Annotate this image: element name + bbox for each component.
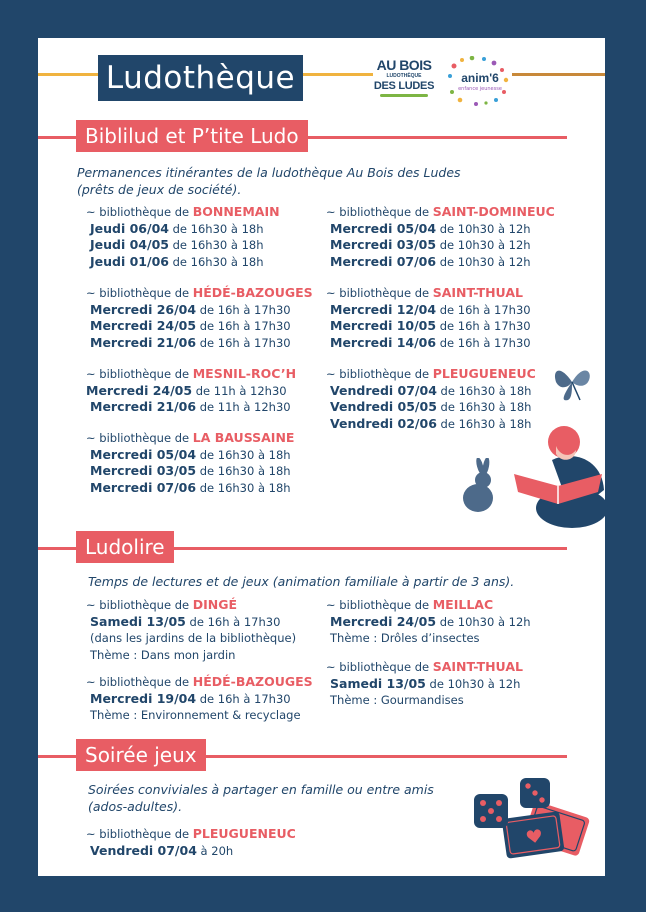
au-bois-des-ludes-logo: AU BOIS LUDOTHÈQUE DES LUDES xyxy=(372,58,436,110)
title-rule-mid xyxy=(303,73,373,76)
library-entry-hede-bazouges-ludolire: ~ bibliothèque de HÉDÉ-BAZOUGES Mercredi 19/04 de 16h à 17h30 Thème : Environnement & recyclage xyxy=(86,674,313,722)
dice-and-cards-illustration xyxy=(470,774,596,864)
rabbit-illustration xyxy=(458,458,498,514)
library-entry-mesnil-roch: ~ bibliothèque de MESNIL-ROC’H Mercredi 24/05 de 11h à 12h30 Mercredi 21/06 de 11h à 12h30 xyxy=(86,366,297,414)
section-intro-soiree-jeux: Soirées conviviales à partager en famille ou entre amis (ados-adultes). xyxy=(88,782,434,814)
library-entry-pleugueneuc: ~ bibliothèque de PLEUGUENEUC Vendredi 07/04 de 16h30 à 18h Vendredi 05/05 de 16h30 à 18h Vendredi 02/06 de 16h30 à 18h xyxy=(326,366,536,431)
library-entry-pleugueneuc-soiree: ~ bibliothèque de PLEUGUENEUC Vendredi 07/04 à 20h xyxy=(86,826,296,858)
library-entry-saint-thual: ~ bibliothèque de SAINT-THUAL Mercredi 12/04 de 16h à 17h30 Mercredi 10/05 de 16h à 17h30 Mercredi 14/06 de 16h à 17h30 xyxy=(326,285,531,350)
page-title: Ludothèque xyxy=(98,55,303,101)
section-intro-ludolire: Temps de lectures et de jeux (animation familiale à partir de 3 ans). xyxy=(88,574,515,589)
anim6-logo: anim'6 enfance jeunesse xyxy=(446,56,512,108)
library-entry-meillac: ~ bibliothèque de MEILLAC Mercredi 24/05 de 10h30 à 12h Thème : Drôles d’insectes xyxy=(326,597,531,645)
title-rule-left xyxy=(38,73,98,76)
section-heading-soiree-jeux: Soirée jeux xyxy=(76,739,206,771)
section-heading-biblilud: Biblilud et P’tite Ludo xyxy=(76,120,308,152)
library-entry-hede-bazouges: ~ bibliothèque de HÉDÉ-BAZOUGES Mercredi 26/04 de 16h à 17h30 Mercredi 24/05 de 16h à 17h30 Mercredi 21/06 de 16h à 17h30 xyxy=(86,285,313,350)
butterfly-illustration xyxy=(550,360,596,406)
library-entry-dinge: ~ bibliothèque de DINGÉ Samedi 13/05 de 16h à 17h30 (dans les jardins de la bibliothèque) Thème : Dans mon jardin xyxy=(86,597,297,662)
library-entry-la-baussaine: ~ bibliothèque de LA BAUSSAINE Mercredi 05/04 de 16h30 à 18h Mercredi 03/05 de 16h30 à 18h Mercredi 07/06 de 16h30 à 18h xyxy=(86,430,295,495)
library-entry-bonnemain: ~ bibliothèque de BONNEMAIN Jeudi 06/04 de 16h30 à 18h Jeudi 04/05 de 16h30 à 18h Jeudi 01/06 de 16h30 à 18h xyxy=(86,204,280,269)
section-heading-ludolire: Ludolire xyxy=(76,531,174,563)
section-intro-biblilud: Permanences itinérantes de la ludothèque Au Bois des Ludes (prêts de jeux de société). xyxy=(77,165,461,197)
library-entry-saint-thual-ludolire: ~ bibliothèque de SAINT-THUAL Samedi 13/05 de 10h30 à 12h Thème : Gourmandises xyxy=(326,659,523,707)
library-entry-saint-domineuc: ~ bibliothèque de SAINT-DOMINEUC Mercredi 05/04 de 10h30 à 12h Mercredi 03/05 de 10h30 à 12h Mercredi 07/06 de 10h30 à 12h xyxy=(326,204,555,269)
reading-child-illustration xyxy=(512,420,608,530)
title-rule-right xyxy=(512,73,605,76)
